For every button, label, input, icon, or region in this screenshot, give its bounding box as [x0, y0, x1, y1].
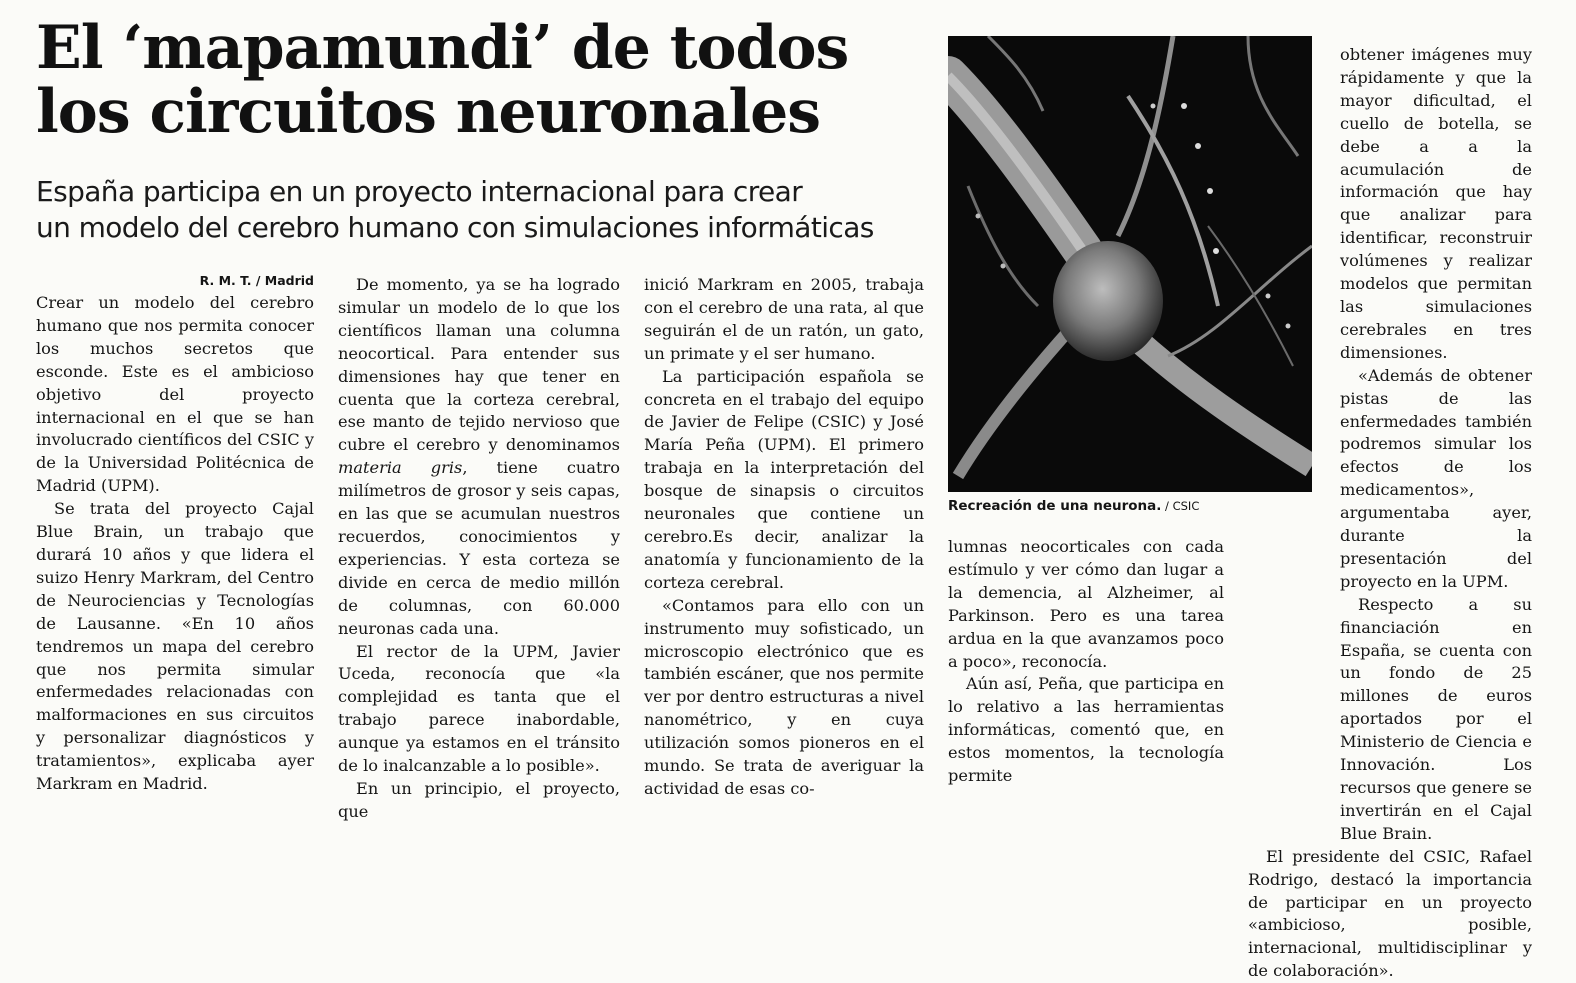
paragraph: «Contamos para ello con un instrumento muy sofisticado, un microscopio electrónico que es también escáner, que nos permite ver por dentro estructuras a nivel nanométrico, y en cuya utilización somos pioneros en el mundo. Se trata de averiguar la actividad de esas co-	[644, 595, 924, 798]
paragraph: En un principio, el proyecto, que	[338, 778, 620, 821]
headline-line-2: los circuitos neuronales	[36, 77, 821, 147]
paragraph: inició Markram en 2005, trabaja con el cerebro de una rata, al que seguirán el de un ratón, un gato, un primate y el ser humano.	[644, 275, 924, 363]
paragraph: La participación española se concreta en el trabajo del equipo de Javier de Felipe (CSIC) y José María Peña (UPM). El primero trabaja en la interpretación del bosque de sinapsis o circuitos neuronales que contiene un cerebro.Es decir, analizar la anatomía y funcionamiento de la corteza cerebral.	[644, 366, 924, 592]
photo-credit: / CSIC	[1161, 499, 1200, 513]
emphasis-text: materia gris	[338, 458, 463, 478]
article-column-3	[644, 274, 924, 801]
paragraph	[338, 274, 620, 641]
paragraph: Aún así, Peña, que participa en lo relativo a las herramientas informáticas, comentó que, en estos momentos, la tecnología permite	[948, 674, 1224, 786]
paragraph: El rector de la UPM, Javier Uceda, reconocía que «la complejidad es tanta que el trabajo parece inabordable, aunque ya estamos en el tránsito de lo inalcanzable a lo posible».	[338, 641, 620, 776]
subheadline-line-2: un modelo del cerebro humano con simulaciones informáticas	[36, 211, 874, 244]
paragraph: Crear un modelo del cerebro humano que nos permita conocer los muchos secretos que esconde. Este es el ambicioso objetivo del proyecto internacional en el que se han involucrado científicos del CSIC y de la Universidad Politécnica de Madrid (UPM).	[36, 293, 314, 496]
paragraph: obtener imágenes muy rápidamente y que la mayor dificultad, el cuello de botella, se debe a a la acumulación de información que hay que analizar para identificar, reconstruir volúmenes y realizar modelos que permitan las simulaciones cerebrales en tres dimensiones.	[1340, 45, 1532, 362]
column-5-top	[1248, 44, 1532, 594]
paragraph-text: De momento, ya se ha logrado simular un modelo de lo que los científicos llaman una columna neocortical. Para entender sus dimensiones hay que tener en cuenta que la corteza cerebral, ese manto de tejido nervioso que cubre el cerebro y denominamos	[338, 275, 620, 455]
byline: R. M. T. / Madrid	[199, 273, 314, 288]
article-column-2	[338, 274, 620, 824]
subheadline-line-1: España participa en un proyecto internacional para crear	[36, 175, 803, 208]
article-column-4	[948, 536, 1224, 788]
article-column-1	[36, 272, 314, 796]
paragraph-text: , tiene cuatro milímetros de grosor y seis capas, en las que se acumulan nuestros recuerdos, conocimientos y experiencias. Y esta corteza se divide en cerca de medio millón de columnas, con 60.000 neuronas cada una.	[338, 458, 620, 638]
article-column-5	[1248, 44, 1532, 983]
paragraph: «Además de obtener pistas de las enfermedades también podremos simular los efectos de los medicamentos», argumentaba ayer, durante la presentación del proyecto en la UPM.	[1340, 365, 1532, 591]
headline	[36, 13, 936, 147]
caption-text: Recreación de una neurona.	[948, 498, 1162, 514]
paragraph: Respecto a su financiación en España, se cuenta con un fondo de 25 millones de euros aportados por el Ministerio de Ciencia e Innovación. Los recursos que genere se invertirán en el Cajal Blue Brain.	[1340, 594, 1532, 843]
subheadline	[36, 174, 936, 246]
headline-line-1: El ‘mapamundi’ de todos	[36, 13, 849, 83]
paragraph: Se trata del proyecto Cajal Blue Brain, un trabajo que durará 10 años y que lidera el suizo Henry Markram, del Centro de Neurociencias y Tecnologías de Lausanne. «En 10 años tendremos un mapa del cerebro que nos permita simular enfermedades relacionadas con malformaciones en sus circuitos y personalizar diagnósticos y tratamientos», explicaba ayer Markram en Madrid.	[36, 499, 314, 794]
paragraph: lumnas neocorticales con cada estímulo y ver cómo dan lugar a la demencia, al Alzheimer, al Parkinson. Pero es una tarea ardua en la que avanzamos poco a poco», reconocía.	[948, 537, 1224, 671]
paragraph: El presidente del CSIC, Rafael Rodrigo, destacó la importancia de participar en un proyecto «ambicioso, posible, internacional, multidisciplinar y de colaboración».	[1248, 846, 1532, 981]
